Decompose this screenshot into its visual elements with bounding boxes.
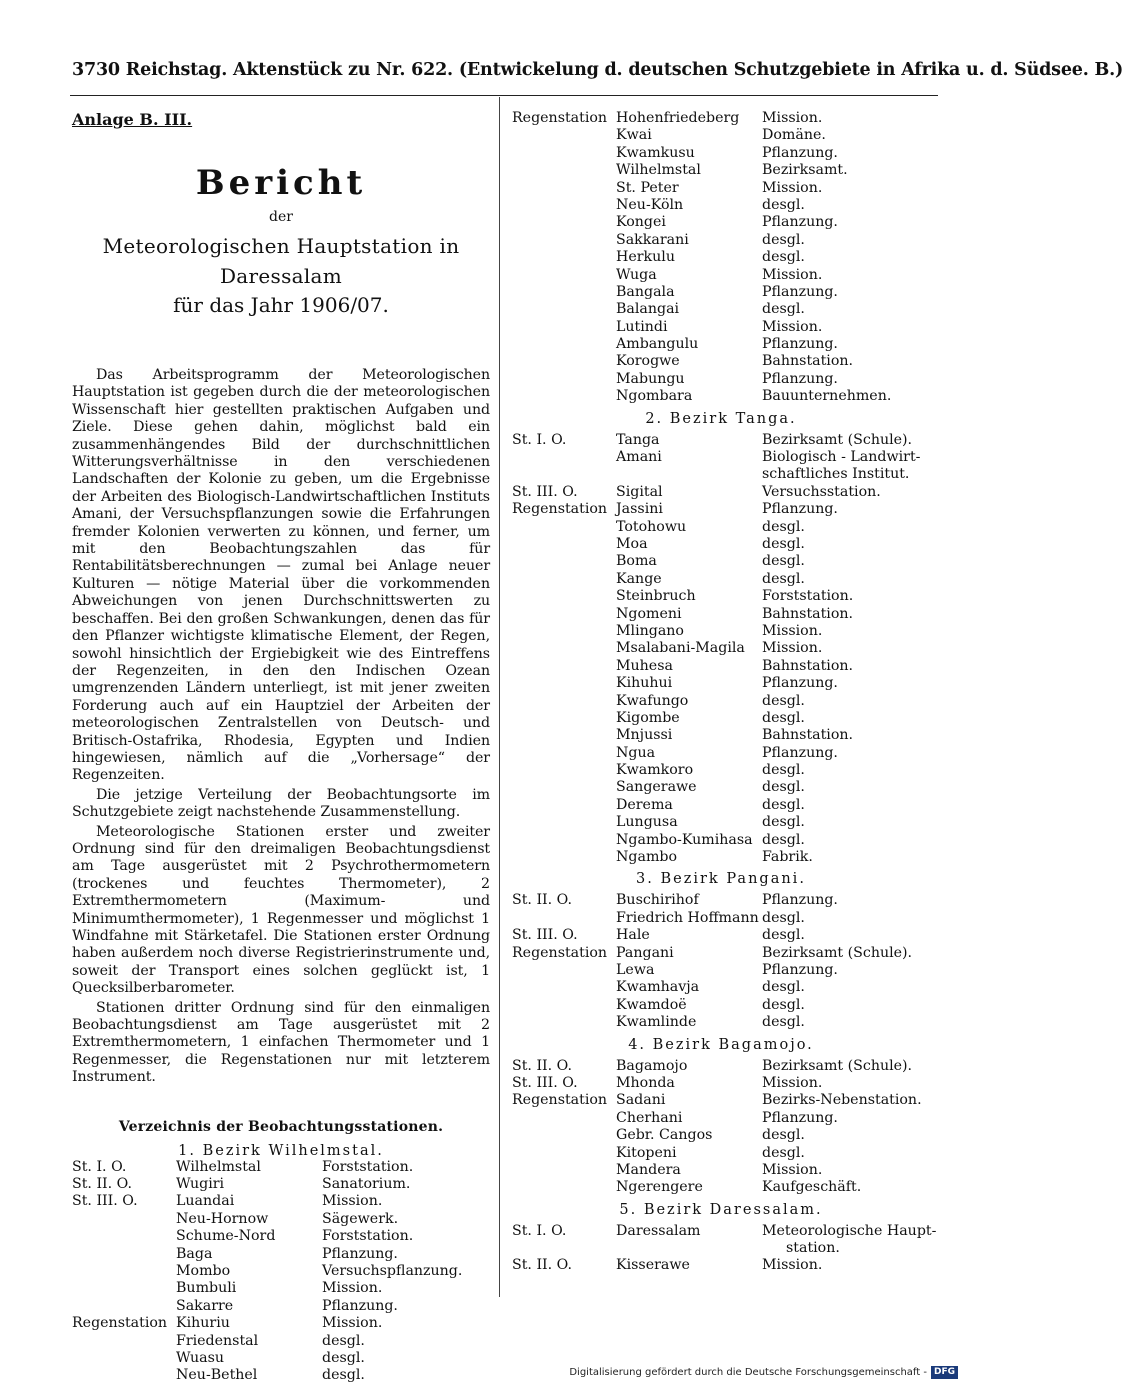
station-row xyxy=(512,501,930,518)
station-row xyxy=(512,588,930,605)
station-type: desgl. xyxy=(762,570,805,587)
station-category: St. III. O. xyxy=(72,1193,138,1210)
station-place: Ngombara xyxy=(616,388,693,405)
station-row xyxy=(512,214,930,231)
station-row xyxy=(512,571,930,588)
station-type-line: Biologisch - Landwirt- xyxy=(762,449,921,466)
station-place: Ngerengere xyxy=(616,1179,703,1196)
station-place: Kwamlinde xyxy=(616,1014,697,1031)
station-place: Hohenfriedeberg xyxy=(616,110,740,126)
station-place: Neu-Köln xyxy=(616,196,684,213)
station-type: Pflanzung. xyxy=(762,214,838,231)
station-type: Pflanzung. xyxy=(762,283,838,300)
station-place: Moa xyxy=(616,536,648,552)
station-type: Bahnstation. xyxy=(762,605,854,622)
station-type: Bezirksamt (Schule). xyxy=(762,944,913,961)
station-row xyxy=(512,797,930,814)
station-place: Wuga xyxy=(616,266,657,283)
station-row xyxy=(512,110,930,127)
station-place: Bangala xyxy=(616,283,675,300)
station-type: Mission. xyxy=(762,266,823,283)
station-category: Regenstation xyxy=(512,501,608,518)
station-type: Pflanzung. xyxy=(762,1109,838,1126)
station-type: Pflanzung. xyxy=(762,370,838,387)
station-place: Ngomeni xyxy=(616,605,682,622)
station-row xyxy=(512,814,930,831)
station-row xyxy=(512,710,930,727)
anlage-label: Anlage B. III. xyxy=(72,110,193,129)
station-type: Bahnstation. xyxy=(762,727,854,744)
station-place: Cherhani xyxy=(616,1109,683,1126)
station-type: desgl. xyxy=(762,1127,805,1144)
station-row xyxy=(512,745,930,762)
station-type: Bahnstation. xyxy=(762,657,854,674)
station-type: Mission. xyxy=(322,1315,383,1332)
station-place: Neu-Bethel xyxy=(176,1367,258,1384)
station-place: Hale xyxy=(616,927,650,944)
station-type-line: Meteorologische Haupt- xyxy=(762,1222,937,1239)
station-place: Kange xyxy=(616,570,662,587)
station-row xyxy=(512,849,930,866)
station-row xyxy=(512,1014,930,1031)
station-row xyxy=(512,162,930,179)
station-place: Neu-Hornow xyxy=(176,1210,269,1227)
station-type: Pflanzung. xyxy=(762,336,838,353)
station-place: Pangani xyxy=(616,944,674,961)
digitization-footer xyxy=(569,1366,958,1379)
station-type: desgl. xyxy=(762,927,805,944)
station-place: Friedrich Hoffmann xyxy=(616,909,759,926)
station-category: St. I. O. xyxy=(512,431,567,448)
station-row xyxy=(512,779,930,796)
station-type: Pflanzung. xyxy=(322,1297,398,1314)
station-row xyxy=(512,1257,930,1274)
station-row xyxy=(512,910,930,927)
station-category: St. II. O. xyxy=(512,892,572,909)
station-type-line: schaftliches Institut. xyxy=(762,466,910,483)
station-type: Bezirksamt (Schule). xyxy=(762,431,913,448)
station-type: Pflanzung. xyxy=(762,675,838,692)
station-place: St. Peter xyxy=(616,179,679,196)
station-row xyxy=(512,145,930,162)
station-row xyxy=(512,693,930,710)
station-place: Boma xyxy=(616,553,657,570)
station-type xyxy=(762,449,920,484)
station-row xyxy=(512,449,930,484)
station-place: Luandai xyxy=(176,1193,235,1210)
station-type: Pflanzung. xyxy=(322,1245,398,1262)
station-row xyxy=(72,1280,490,1297)
station-row xyxy=(512,1092,930,1109)
paragraph: Das Arbeitsprogramm der Meteorologischen Hauptstation ist gegeben durch die der meteorologischen Wissenschaft hier gestellten praktischen Aufgaben und Ziele. Diese gehen dahin, möglichst bald ein zusammenhängendes Bild der durchschnittlichen Witterungsverhältnisse in den verschiedenen Landschaften der Kolonie zu geben, um die Ergebnisse der Arbeiten des Biologisch-Landwirtschaftlichen Instituts Amani, der Versuchspflanzungen sowie die Erfahrungen fremder Kolonien verwerten zu können, und ferner, um mit den Beobachtungszahlen das für Rentabilitätsberechnungen — zumal bei Anlage neuer Kulturen — nötige Material über die vorkommenden Abweichungen von jenen Durchschnittswerten zu beschaffen. Bei den großen Schwankungen, denen das für den Pflanzer wichtigste klimatische Element, der Regen, sowohl hinsichtlich der Ergiebigkeit wie des Eintreffens der Regenzeiten, in den den Indischen Ozean umgrenzenden Ländern unterliegt, ist mit jener zweiten Forderung auch auf ein Hauptziel der Arbeiten der meteorologischen Zentralstellen von Deutsch- und Britisch-Ostafrika, Rhodesia, Egypten und Indien hingewiesen, nämlich auf die „Vorhersage“ der Regenzeiten. xyxy=(72,367,490,784)
station-place: Buschirihof xyxy=(616,892,699,909)
title-der: der xyxy=(269,209,293,225)
station-type: Mission. xyxy=(762,318,823,335)
station-type: Mission. xyxy=(762,179,823,196)
station-type: Pflanzung. xyxy=(762,501,838,518)
station-place: Schume-Nord xyxy=(176,1228,276,1245)
station-row xyxy=(72,1367,490,1384)
district-heading: 5. Bezirk Daressalam. xyxy=(619,1201,823,1218)
station-place: Kihuhui xyxy=(616,675,673,692)
station-type xyxy=(762,1223,936,1258)
station-place: Wugiri xyxy=(176,1176,225,1193)
station-place: Mombo xyxy=(176,1263,231,1279)
station-place: Derema xyxy=(616,796,673,813)
station-row xyxy=(512,640,930,657)
station-type: desgl. xyxy=(762,709,805,726)
station-place: Lungusa xyxy=(616,814,678,831)
station-type: desgl. xyxy=(762,996,805,1013)
station-place: Kwamhavja xyxy=(616,979,700,996)
station-row xyxy=(512,232,930,249)
station-place: Totohowu xyxy=(616,518,687,535)
station-type: desgl. xyxy=(762,249,805,266)
station-place: Friedenstal xyxy=(176,1332,259,1349)
district-bagamojo-list xyxy=(512,1058,930,1197)
station-place: Ambangulu xyxy=(616,336,699,353)
station-place: Kitopeni xyxy=(616,1144,677,1161)
station-place: Baga xyxy=(176,1245,213,1262)
station-place: Sigital xyxy=(616,483,663,500)
left-column xyxy=(72,110,490,1385)
station-place: Wuasu xyxy=(176,1349,225,1366)
footer-text: Digitalisierung gefördert durch die Deutsche Forschungsgemeinschaft - xyxy=(569,1367,927,1378)
station-category: Regenstation xyxy=(72,1315,168,1332)
station-place: Lewa xyxy=(616,961,655,978)
station-row xyxy=(512,1110,930,1127)
station-category: Regenstation xyxy=(512,1092,608,1109)
station-row xyxy=(72,1228,490,1245)
station-row xyxy=(512,180,930,197)
station-place: Mabungu xyxy=(616,370,685,387)
station-type: Mission. xyxy=(762,640,823,657)
station-row xyxy=(512,623,930,640)
station-row xyxy=(512,1222,937,1258)
station-place: Jassini xyxy=(616,501,663,518)
station-type: desgl. xyxy=(762,831,805,848)
station-type: desgl. xyxy=(322,1349,365,1366)
station-row xyxy=(512,832,930,849)
station-row xyxy=(512,197,930,214)
station-row xyxy=(512,267,930,284)
station-place: Mhonda xyxy=(616,1074,675,1091)
station-row xyxy=(512,1162,930,1179)
station-place: Gebr. Cangos xyxy=(616,1127,713,1144)
station-type: Bezirksamt (Schule). xyxy=(762,1057,913,1074)
station-place: Bagamojo xyxy=(616,1057,688,1074)
station-category: St. III. O. xyxy=(512,927,578,944)
station-row xyxy=(72,1246,490,1263)
station-list-title: Verzeichnis der Beobachtungsstationen. xyxy=(118,1118,444,1135)
station-type: Versuchsstation. xyxy=(762,483,881,500)
station-type: desgl. xyxy=(762,814,805,831)
station-row xyxy=(72,1176,490,1193)
station-type: Forststation. xyxy=(762,588,854,605)
station-row xyxy=(72,1211,490,1228)
paragraph: Stationen dritter Ordnung sind für den einmaligen Beobachtungsdienst am Tage ausgerüstet mit 2 Extremthermometern, 1 einfachen Thermometer und 1 Regenmesser, die Regenstationen nur mit letzterem Instrument. xyxy=(72,999,490,1086)
station-type: Bezirks-Nebenstation. xyxy=(762,1092,922,1109)
station-row xyxy=(512,892,930,909)
station-category: St. II. O. xyxy=(72,1176,132,1193)
station-place: Sakkarani xyxy=(616,231,689,248)
station-place: Lutindi xyxy=(616,318,668,335)
station-type: Fabrik. xyxy=(762,849,813,866)
station-place: Amani xyxy=(616,449,662,466)
station-type: desgl. xyxy=(762,1014,805,1031)
station-type: Mission. xyxy=(762,622,823,639)
station-place: Herkulu xyxy=(616,249,675,266)
station-category: St. II. O. xyxy=(512,1257,572,1274)
station-type: Kaufgeschäft. xyxy=(762,1179,862,1196)
station-type: desgl. xyxy=(762,536,805,552)
station-place: Tanga xyxy=(616,431,660,448)
station-place: Sangerawe xyxy=(616,779,697,796)
station-type: desgl. xyxy=(762,779,805,796)
district-tanga-list-cont xyxy=(512,484,930,867)
station-place: Muhesa xyxy=(616,657,673,674)
station-row xyxy=(512,1127,930,1144)
station-place: Kwamdoë xyxy=(616,996,687,1013)
station-type: Sanatorium. xyxy=(322,1176,411,1193)
station-row xyxy=(512,388,930,405)
district-wilhelmstal-list xyxy=(72,1159,490,1385)
station-row xyxy=(512,249,930,266)
station-row xyxy=(512,432,930,449)
station-row xyxy=(512,319,930,336)
station-row xyxy=(512,979,930,996)
station-row xyxy=(512,1179,930,1196)
station-row xyxy=(72,1263,490,1280)
station-row xyxy=(512,301,930,318)
station-place: Kigombe xyxy=(616,709,680,726)
station-row xyxy=(72,1315,490,1332)
station-row xyxy=(512,675,930,692)
station-row xyxy=(72,1333,490,1350)
station-place: Msalabani-Magila xyxy=(616,640,745,657)
station-place: Kwai xyxy=(616,127,652,144)
station-type: Sägewerk. xyxy=(322,1210,399,1227)
station-place: Kwafungo xyxy=(616,692,689,709)
station-type: Pflanzung. xyxy=(762,892,838,909)
station-type: Pflanzung. xyxy=(762,144,838,161)
station-category: St. II. O. xyxy=(512,1057,572,1074)
header-rule xyxy=(70,95,938,96)
station-category: St. III. O. xyxy=(512,1074,578,1091)
station-type: Mission. xyxy=(762,1257,823,1274)
station-row xyxy=(512,484,930,501)
station-type: desgl. xyxy=(762,553,805,570)
station-place: Balangai xyxy=(616,301,680,318)
station-place: Mandera xyxy=(616,1161,681,1178)
station-type: Mission. xyxy=(762,110,823,126)
station-row xyxy=(512,762,930,779)
station-row xyxy=(512,1058,930,1075)
station-place: Wilhelmstal xyxy=(616,162,701,179)
station-row xyxy=(512,1075,930,1092)
station-row xyxy=(512,127,930,144)
station-row xyxy=(512,962,930,979)
district-pangani-list xyxy=(512,892,930,1031)
page-header: 3730 Reichstag. Aktenstück zu Nr. 622. (Entwickelung d. deutschen Schutzgebiete in Afrika u. d. Südsee. B.) xyxy=(72,60,1123,80)
station-place: Kongei xyxy=(616,214,666,231)
station-category: St. III. O. xyxy=(512,483,578,500)
station-place: Mlingano xyxy=(616,622,684,639)
station-row xyxy=(512,727,930,744)
station-row xyxy=(72,1298,490,1315)
district-heading: 3. Bezirk Pangani. xyxy=(636,871,806,888)
station-place: Ngua xyxy=(616,744,656,761)
station-place: Bumbuli xyxy=(176,1280,237,1297)
station-type: Bezirksamt. xyxy=(762,162,848,179)
district-heading: 1. Bezirk Wilhelmstal. xyxy=(178,1142,384,1159)
station-row xyxy=(512,997,930,1014)
station-place: Ngambo xyxy=(616,849,678,866)
station-place: Daressalam xyxy=(616,1222,701,1239)
station-row xyxy=(72,1193,490,1210)
station-category: St. I. O. xyxy=(512,1222,567,1239)
station-row xyxy=(512,536,930,553)
station-type: Mission. xyxy=(762,1161,823,1178)
station-row xyxy=(512,336,930,353)
station-place: Kisserawe xyxy=(616,1257,690,1274)
report-title: Bericht xyxy=(195,163,367,203)
column-divider xyxy=(499,97,500,1297)
district-tanga-list xyxy=(512,432,930,449)
station-type: desgl. xyxy=(762,518,805,535)
station-type: Pflanzung. xyxy=(762,744,838,761)
station-type: desgl. xyxy=(762,231,805,248)
station-place: Sakarre xyxy=(176,1297,234,1314)
station-type: Domäne. xyxy=(762,127,826,144)
station-type: desgl. xyxy=(762,796,805,813)
station-type: Versuchspflanzung. xyxy=(322,1263,463,1279)
station-type: desgl. xyxy=(762,979,805,996)
station-row xyxy=(512,658,930,675)
station-place: Korogwe xyxy=(616,353,680,370)
station-type: desgl. xyxy=(762,301,805,318)
station-type: Pflanzung. xyxy=(762,961,838,978)
station-category: St. I. O. xyxy=(72,1158,127,1175)
station-category: Regenstation xyxy=(512,944,608,961)
station-type: desgl. xyxy=(762,762,805,779)
station-place: Steinbruch xyxy=(616,588,696,605)
station-row xyxy=(512,519,930,536)
station-type: desgl. xyxy=(762,692,805,709)
station-row xyxy=(512,1145,930,1162)
station-type: desgl. xyxy=(322,1332,365,1349)
station-row xyxy=(512,927,930,944)
station-place: Sadani xyxy=(616,1092,666,1109)
station-place: Ngambo-Kumihasa xyxy=(616,831,753,848)
station-row xyxy=(512,553,930,570)
station-row xyxy=(512,353,930,370)
station-type: Forststation. xyxy=(322,1158,414,1175)
station-type: Forststation. xyxy=(322,1228,414,1245)
report-year: für das Jahr 1906/07. xyxy=(173,293,389,317)
station-type: desgl. xyxy=(322,1367,365,1384)
station-category: Regenstation xyxy=(512,110,608,126)
station-row xyxy=(512,284,930,301)
station-row xyxy=(72,1350,490,1367)
station-place: Mnjussi xyxy=(616,727,673,744)
station-place: Kwamkusu xyxy=(616,144,695,161)
station-type: Mission. xyxy=(762,1074,823,1091)
station-type: Bauunternehmen. xyxy=(762,388,892,405)
right-column xyxy=(512,110,937,1275)
station-row xyxy=(512,371,930,388)
station-place: Kihuriu xyxy=(176,1315,230,1332)
station-type: desgl. xyxy=(762,196,805,213)
station-type: Bahnstation. xyxy=(762,353,854,370)
dfg-logo: DFG xyxy=(931,1366,958,1379)
district-wilhelmstal-continued xyxy=(512,110,930,406)
station-type-line: station. xyxy=(786,1240,840,1257)
district-heading: 4. Bezirk Bagamojo. xyxy=(628,1036,814,1053)
report-subtitle: Meteorologischen Hauptstation in Daressalam xyxy=(102,234,460,288)
paragraph: Meteorologische Stationen erster und zweiter Ordnung sind für den dreimaligen Beobachtungsdienst am Tage ausgerüstet mit 2 Psychrothermometern (trockenes und feuchtes Thermometer), 2 Extremthermometern (Maximum- und Minimumthermometer), 1 Regenmesser und möglichst 1 Windfahne mit Stärketafel. Die Stationen erster Ordnung haben außerdem noch diverse Registrierinstrumente und, soweit der Transport eines solchen geglückt ist, 1 Quecksilberbarometer. xyxy=(72,823,490,997)
paragraph: Die jetzige Verteilung der Beobachtungsorte im Schutzgebiete zeigt nachstehende Zusammenstellung. xyxy=(72,786,490,821)
station-place: Kwamkoro xyxy=(616,762,694,779)
station-type: desgl. xyxy=(762,909,805,926)
station-row xyxy=(72,1159,490,1176)
station-type: Mission. xyxy=(322,1193,383,1210)
station-row xyxy=(512,945,930,962)
district-heading: 2. Bezirk Tanga. xyxy=(645,410,797,427)
station-row xyxy=(512,606,930,623)
station-place: Wilhelmstal xyxy=(176,1158,261,1175)
station-type: desgl. xyxy=(762,1144,805,1161)
station-type: Mission. xyxy=(322,1280,383,1297)
